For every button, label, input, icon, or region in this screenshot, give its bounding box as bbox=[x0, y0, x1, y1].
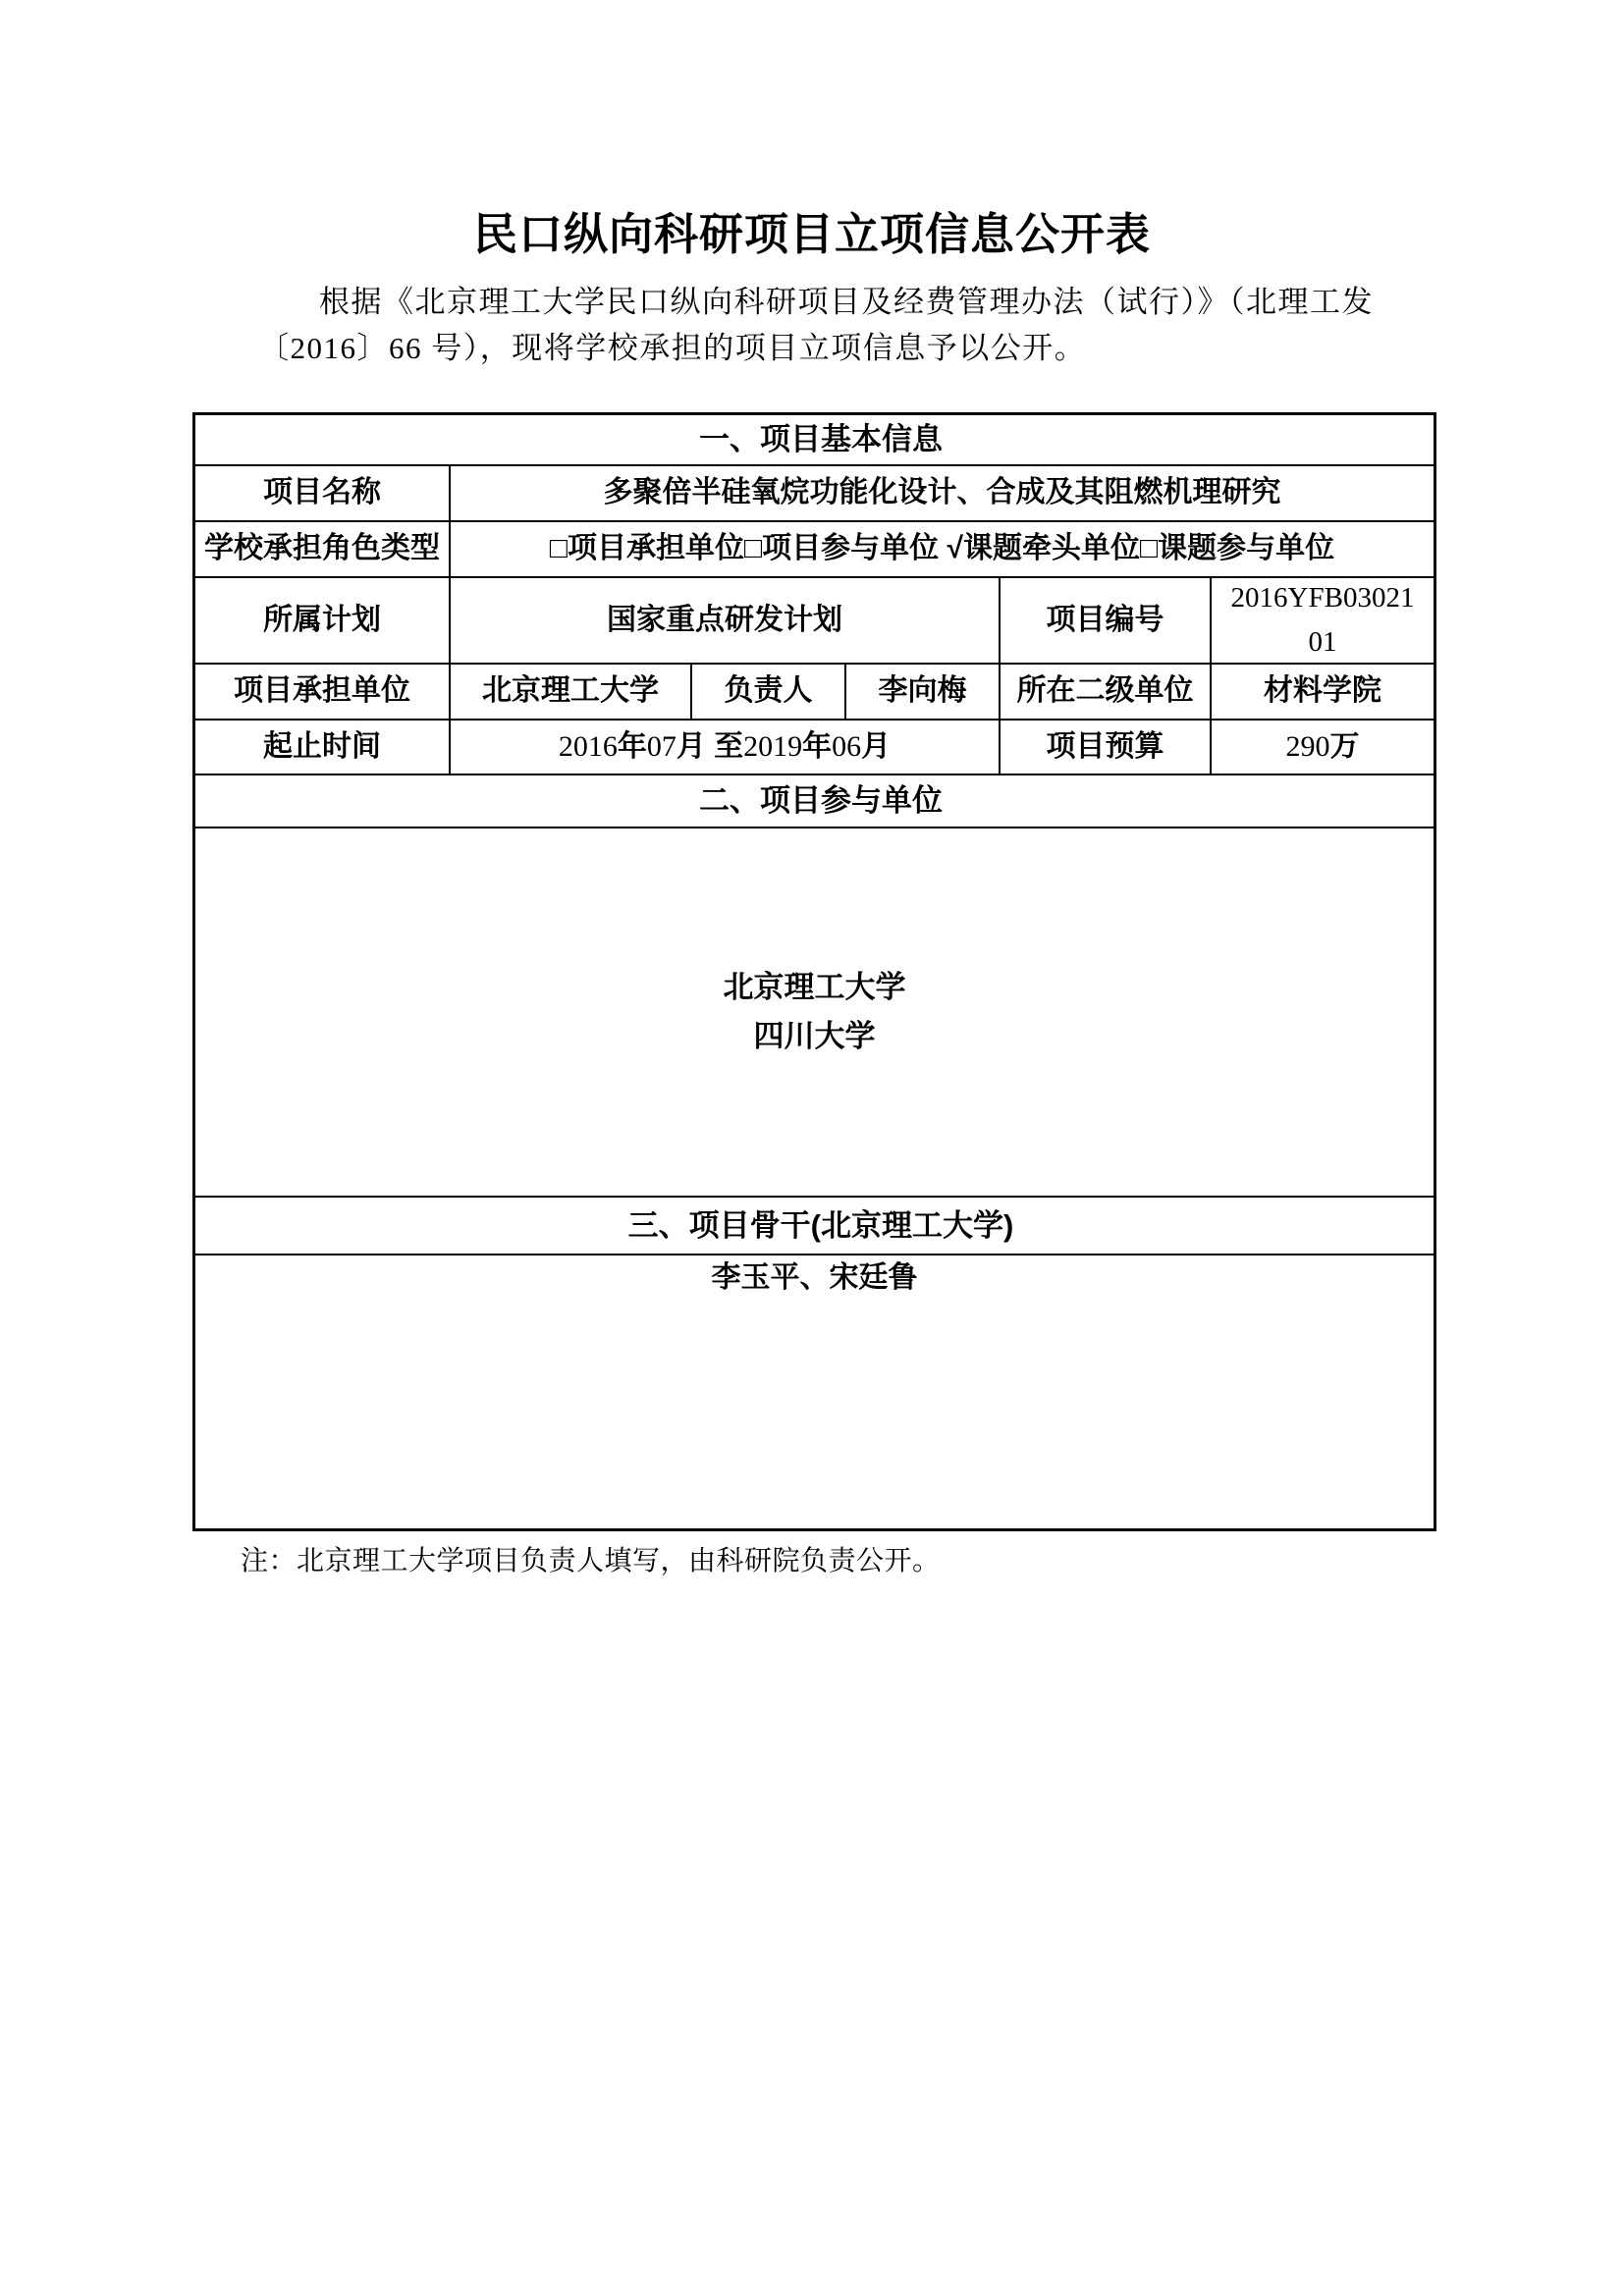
intro-line-2: 〔2016〕66 号），现将学校承担的项目立项信息予以公开。 bbox=[258, 331, 1087, 365]
budget-value: 290 万 bbox=[1210, 721, 1434, 774]
section1-header: 一、项目基本信息 bbox=[699, 422, 943, 457]
section1-header-row bbox=[195, 415, 1434, 464]
participants-cell bbox=[195, 828, 1434, 1196]
intro-paragraph bbox=[258, 279, 1378, 371]
secondary-unit-value: 材料学院 bbox=[1210, 665, 1434, 719]
duration-row bbox=[195, 719, 1434, 774]
role-type-value: □项目承担单位□项目参与单位 √课题牵头单位□课题参与单位 bbox=[449, 522, 1434, 576]
project-name-value: 多聚倍半硅氧烷功能化设计、合成及其阻燃机理研究 bbox=[449, 466, 1434, 520]
participants-row bbox=[195, 827, 1434, 1196]
project-name-row bbox=[195, 464, 1434, 520]
undertaker-label: 项目承担单位 bbox=[234, 674, 410, 708]
plan-value: 国家重点研发计划 bbox=[449, 578, 999, 663]
role-type-row bbox=[195, 520, 1434, 576]
secondary-unit-label: 所在二级单位 bbox=[999, 665, 1210, 719]
members-value: 李玉平、宋廷鲁 bbox=[711, 1261, 918, 1294]
project-no-value: 2016YFB0302101 bbox=[1210, 578, 1434, 663]
footer-note: 注：北京理工大学项目负责人填写，由科研院负责公开。 bbox=[241, 1546, 941, 1576]
leader-value: 李向梅 bbox=[844, 665, 999, 719]
duration-label: 起止时间 bbox=[263, 729, 381, 763]
undertaker-row bbox=[195, 663, 1434, 719]
section3-header-row bbox=[195, 1196, 1434, 1254]
role-type-label: 学校承担角色类型 bbox=[204, 532, 440, 565]
project-name-label: 项目名称 bbox=[263, 476, 381, 509]
participant-item: 北京理工大学 bbox=[723, 970, 906, 1004]
section2-header-row bbox=[195, 774, 1434, 827]
section2-header: 二、项目参与单位 bbox=[699, 783, 943, 819]
undertaker-value: 北京理工大学 bbox=[449, 665, 690, 719]
project-info-table bbox=[192, 412, 1436, 1531]
members-row bbox=[195, 1254, 1434, 1528]
duration-value: 2016 年 07 月 至 2019 年 06 月 bbox=[449, 721, 999, 774]
leader-label: 负责人 bbox=[690, 665, 844, 719]
document-title: 民口纵向科研项目立项信息公开表 bbox=[472, 210, 1151, 259]
project-no-label: 项目编号 bbox=[999, 578, 1210, 663]
plan-label: 所属计划 bbox=[263, 603, 381, 636]
plan-row bbox=[195, 576, 1434, 663]
budget-label: 项目预算 bbox=[999, 721, 1210, 774]
section3-header: 三、项目骨干(北京理工大学) bbox=[627, 1207, 1014, 1243]
intro-line-1: 根据《北京理工大学民口纵向科研项目及经费管理办法（试行）》（北理工发 bbox=[319, 285, 1374, 319]
participant-item: 四川大学 bbox=[753, 1019, 876, 1053]
